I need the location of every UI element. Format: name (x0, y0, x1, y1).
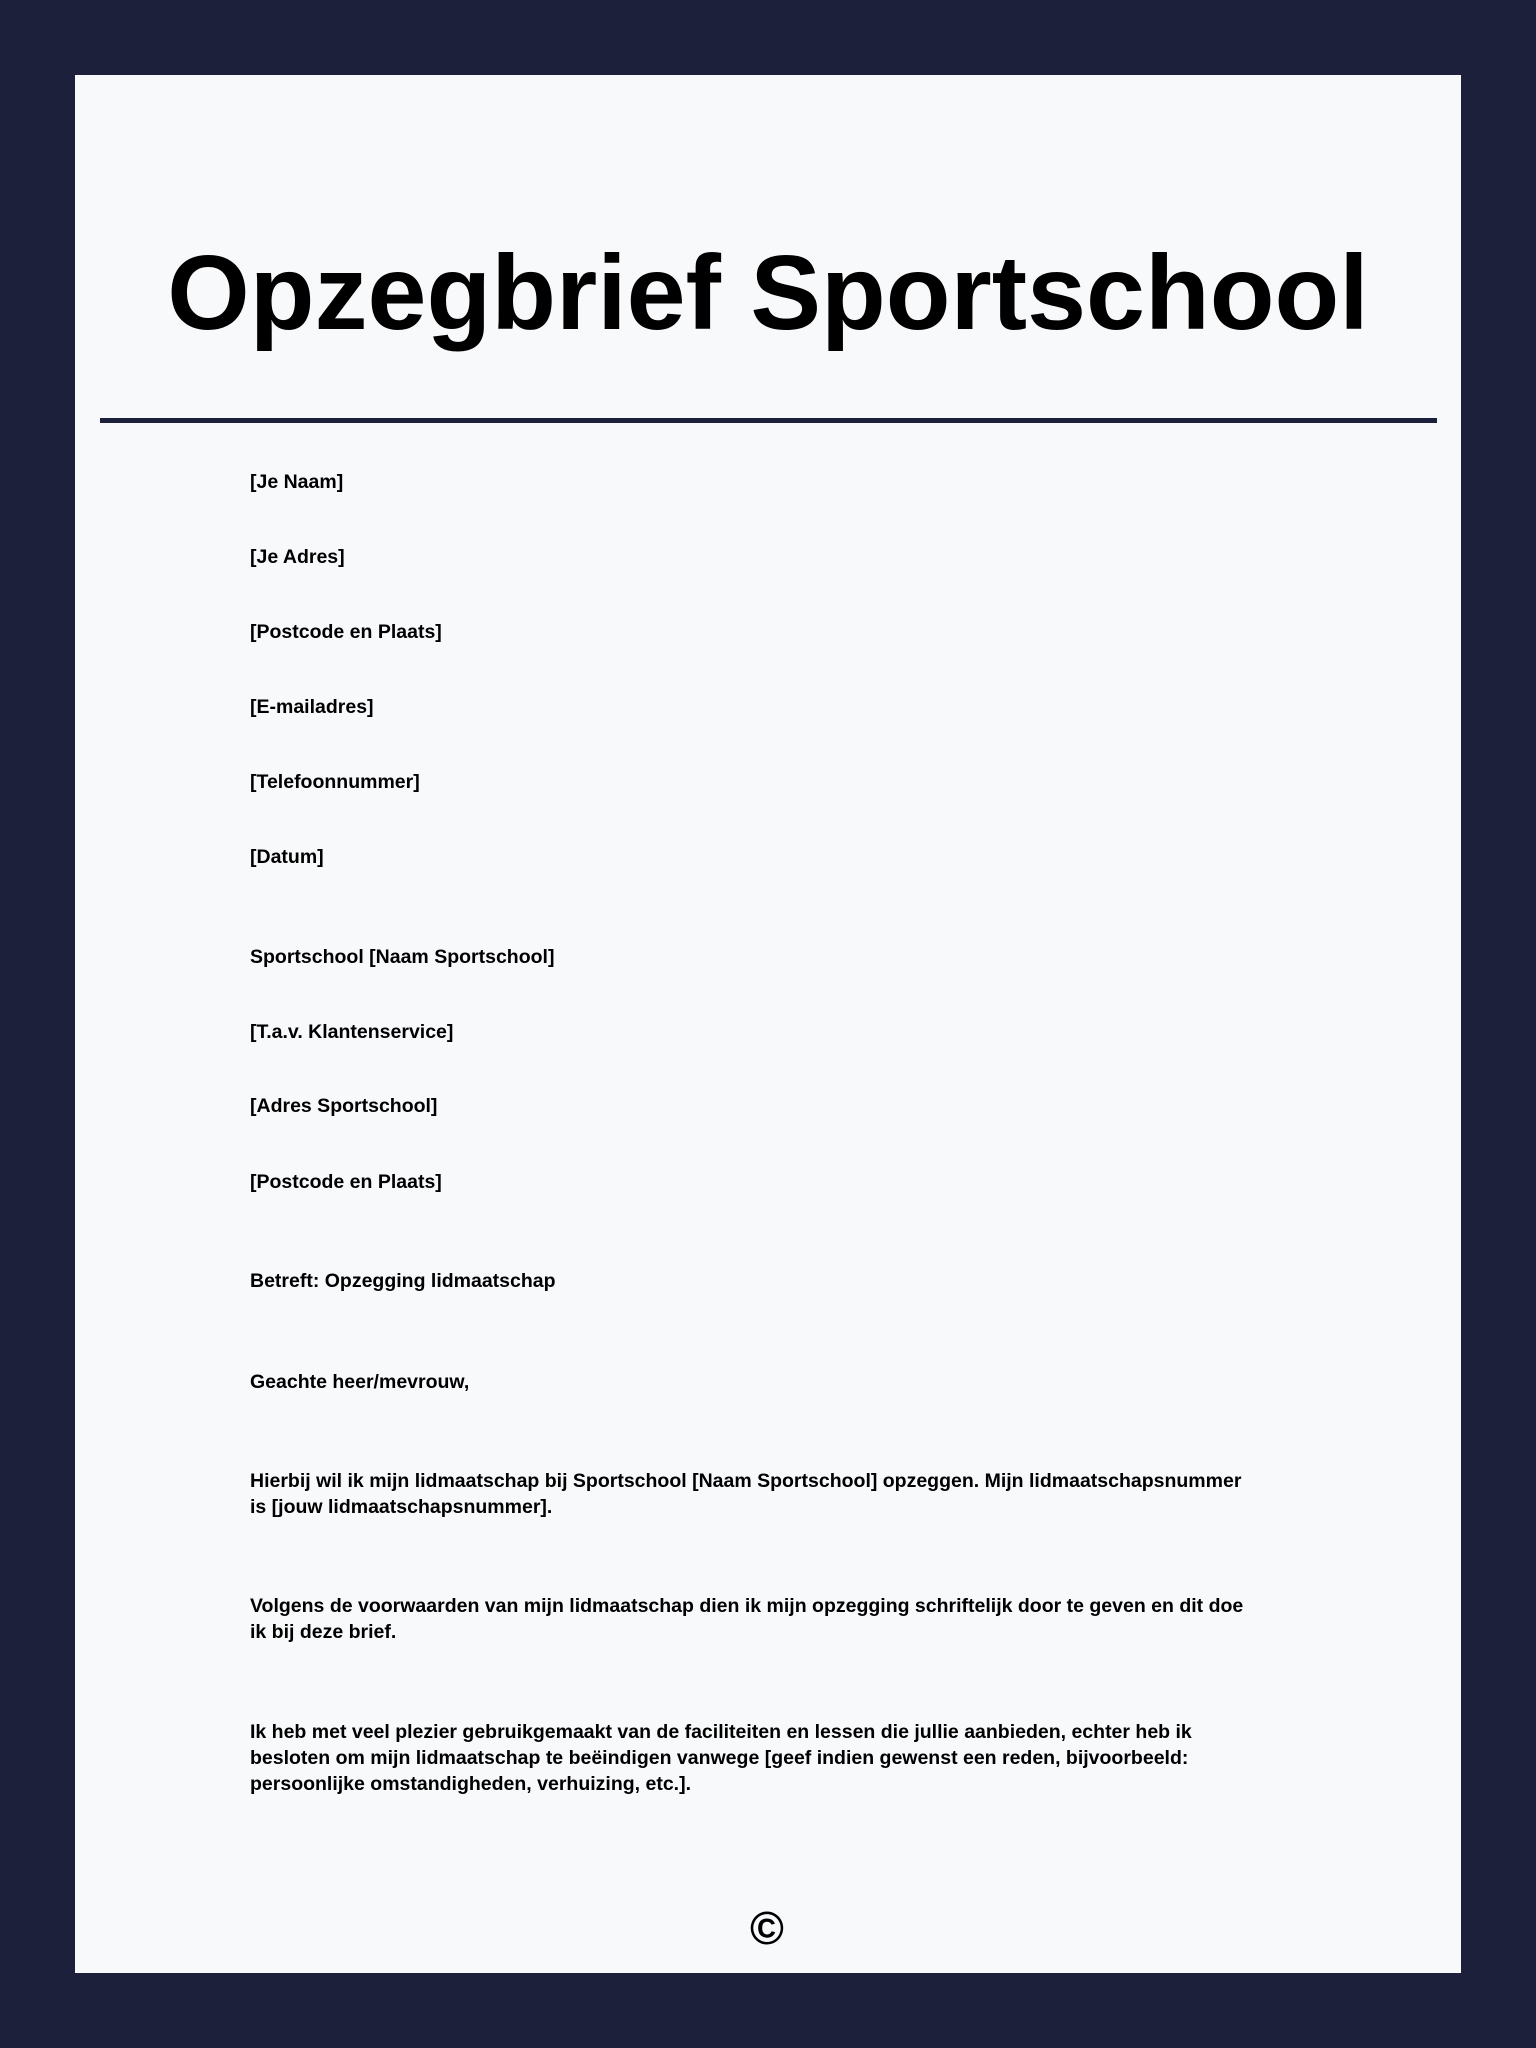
page-title: Opzegbrief Sportschool (167, 234, 1369, 352)
paragraph-1-line-2: is [jouw lidmaatschapsnummer]. (250, 1496, 553, 1518)
paragraph-3-line-1: Ik heb met veel plezier gebruikgemaakt van de faciliteiten en lessen die jullie aanbieden, echter heb ik (250, 1721, 1192, 1743)
sender-email: [E-mailadres] (250, 696, 374, 718)
sender-phone: [Telefoonnummer] (250, 771, 420, 793)
paragraph-3-line-3: persoonlijke omstandigheden, verhuizing, etc.]. (250, 1773, 691, 1795)
paragraph-1-line-1: Hierbij wil ik mijn lidmaatschap bij Sportschool [Naam Sportschool] opzeggen. Mijn lidmaatschapsnummer (250, 1470, 1242, 1492)
recipient-name: Sportschool [Naam Sportschool] (250, 946, 555, 968)
title-divider (100, 418, 1437, 423)
recipient-postcode: [Postcode en Plaats] (250, 1171, 442, 1193)
sender-postcode: [Postcode en Plaats] (250, 621, 442, 643)
copyright-icon: © (750, 1902, 784, 1954)
sender-name: [Je Naam] (250, 471, 344, 493)
letter-date: [Datum] (250, 846, 324, 868)
paragraph-3-line-2: besloten om mijn lidmaatschap te beëindigen vanwege [geef indien gewenst een reden, bijvoorbeeld: (250, 1747, 1189, 1769)
sender-address: [Je Adres] (250, 546, 345, 568)
paragraph-2-line-2: ik bij deze brief. (250, 1621, 397, 1643)
paragraph-2-line-1: Volgens de voorwaarden van mijn lidmaatschap dien ik mijn opzegging schriftelijk door te geven en dit doe (250, 1595, 1244, 1617)
recipient-attention: [T.a.v. Klantenservice] (250, 1021, 454, 1043)
salutation: Geachte heer/mevrouw, (250, 1371, 470, 1393)
recipient-address: [Adres Sportschool] (250, 1095, 438, 1117)
subject-line: Betreft: Opzegging lidmaatschap (250, 1270, 556, 1292)
